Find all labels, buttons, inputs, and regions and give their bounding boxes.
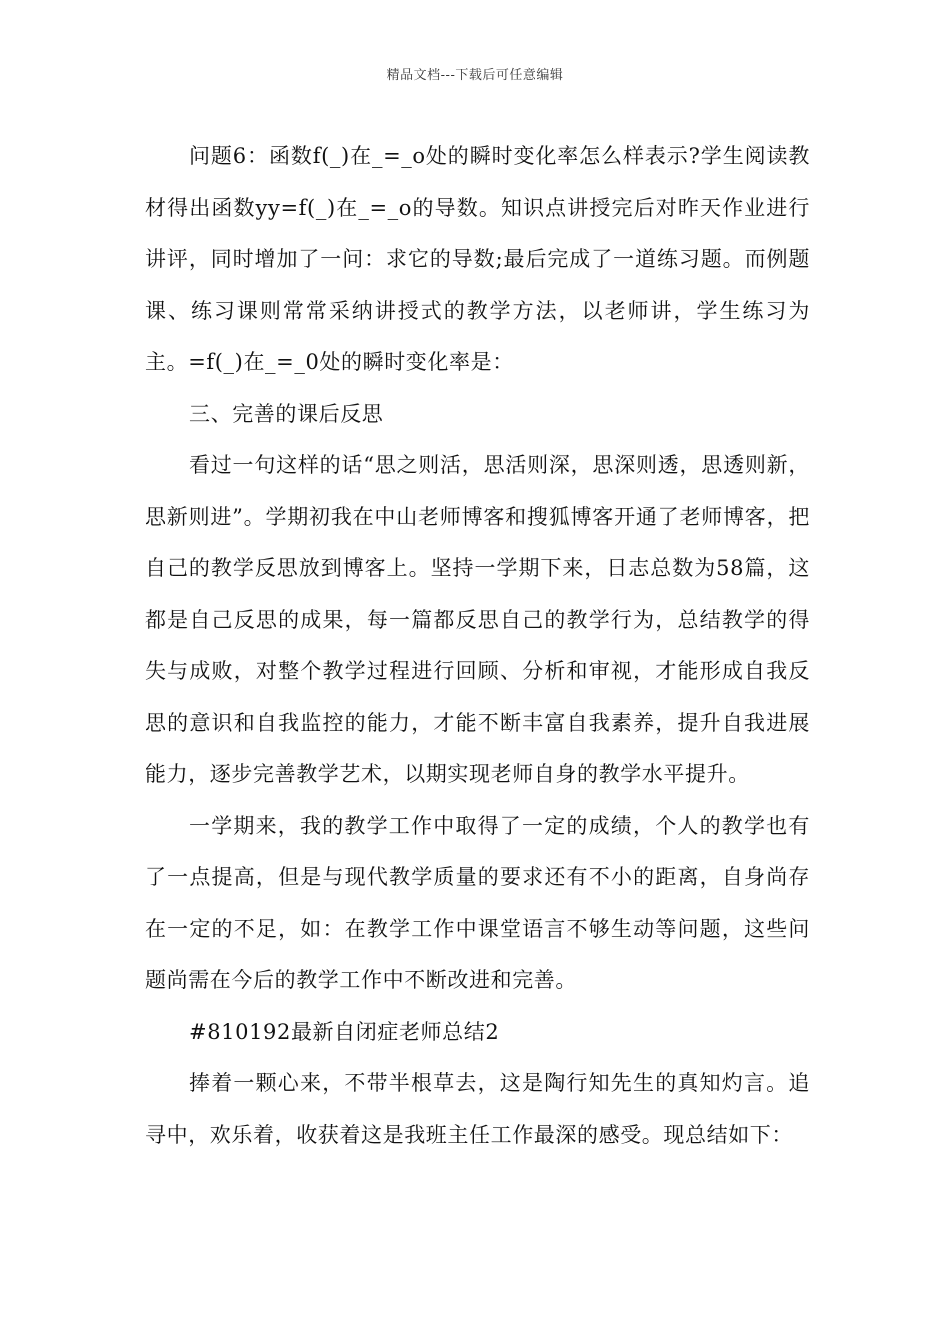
paragraph-question-6: 问题6：函数f(_)在_=_o处的瞬时变化率怎么样表示?学生阅读教材得出函数yy=f(_)在_=_o的导数。知识点讲授完后对昨天作业进行讲评，同时增加了一问：求它的导数;最后完成了一道练习题。而例题课、练习课则常常采纳讲授式的教学方法，以老师讲，学生练习为主。=f(_)在_=_0处的瞬时变化率是：: [145, 144, 810, 374]
paragraph-semester-summary: 一学期来，我的教学工作中取得了一定的成绩，个人的教学也有了一点提高，但是与现代教学质量的要求还有不小的距离，自身尚存在一定的不足，如：在教学工作中课堂语言不够生动等问题，这些问题尚需在今后的教学工作中不断改进和完善。: [145, 813, 810, 992]
page-header: 精品文档---下载后可任意编辑: [386, 68, 564, 83]
section-heading-reflection: 三、完善的课后反思: [189, 401, 384, 426]
section-heading-summary-2: #810192最新自闭症老师总结2: [189, 1019, 500, 1044]
paragraph-reflection: 看过一句这样的话“思之则活，思活则深，思深则透，思透则新，思新则进”。学期初我在中山老师博客和搜狐博客开通了老师博客，把自己的教学反思放到博客上。坚持一学期下来，日志总数为58篇，这都是自己反思的成果，每一篇都反思自己的教学行为，总结教学的得失与成败，对整个教学过程进行回顾、分析和审视，才能形成自我反思的意识和自我监控的能力，才能不断丰富自我素养，提升自我进展能力，逐步完善教学艺术，以期实现老师自身的教学水平提升。: [145, 453, 810, 786]
document-body: [145, 131, 810, 1161]
paragraph-intro-summary-2: 捧着一颗心来，不带半根草去，这是陶行知先生的真知灼言。追寻中，欢乐着，收获着这是我班主任工作最深的感受。现总结如下：: [145, 1071, 810, 1147]
